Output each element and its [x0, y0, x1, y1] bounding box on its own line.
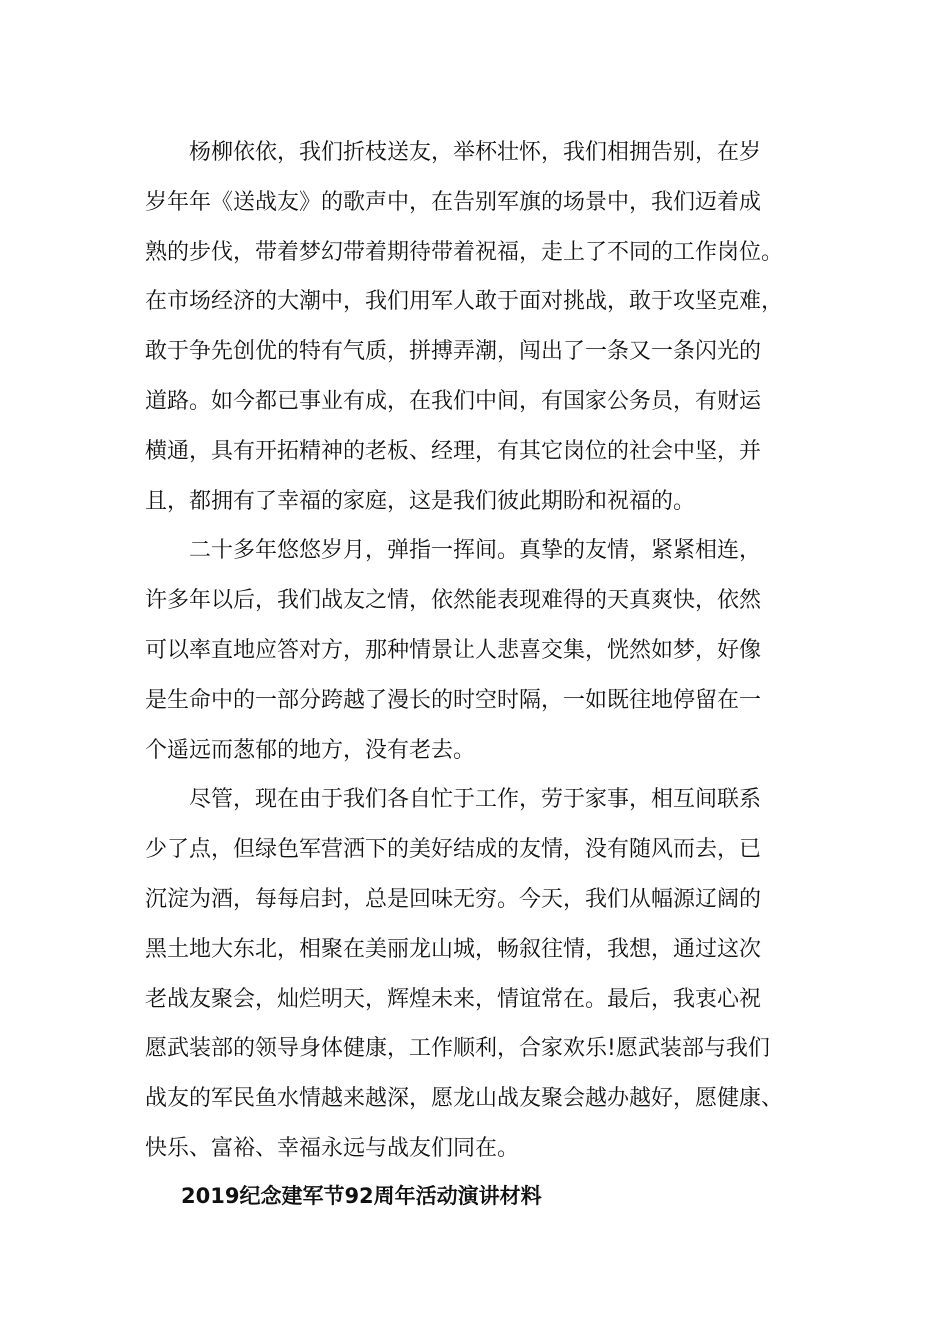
paragraph-line: 许多年以后，我们战友之情，依然能表现难得的天真爽快，依然 — [145, 588, 762, 614]
paragraph-line: 愿武装部的领导身体健康，工作顺利，合家欢乐!愿武装部与我们 — [145, 1036, 770, 1062]
paragraph-2 — [145, 526, 797, 775]
paragraph-line: 熟的步伐，带着梦幻带着期待带着祝福，走上了不同的工作岗位。 — [145, 239, 784, 265]
paragraph-line: 道路。如今都已事业有成，在我们中间，有国家公务员，有财运 — [145, 388, 762, 414]
paragraph-line: 尽管，现在由于我们各自忙于工作，劳于家事，相互间联系 — [189, 787, 762, 813]
paragraph-1 — [145, 128, 797, 526]
paragraph-line: 快乐、富裕、幸福永远与战友们同在。 — [145, 1135, 520, 1161]
paragraph-line: 黑土地大东北，相聚在美丽龙山城，畅叙往情，我想，通过这次 — [145, 936, 762, 962]
section-heading: 2019纪念建军节92周年活动演讲材料 — [181, 1184, 542, 1208]
paragraph-line: 老战友聚会，灿烂明天，辉煌未来，情谊常在。最后，我衷心祝 — [145, 986, 762, 1012]
paragraph-line: 是生命中的一部分跨越了漫长的时空时隔，一如既往地停留在一 — [145, 687, 762, 713]
paragraph-line: 杨柳依依，我们折枝送友，举杯壮怀，我们相拥告别，在岁 — [189, 140, 762, 165]
paragraph-line: 少了点，但绿色军营洒下的美好结成的友情，没有随风而去，已 — [145, 837, 762, 863]
paragraph-line: 横通，具有开拓精神的老板、经理，有其它岗位的社会中坚，并 — [145, 438, 762, 464]
paragraph-line: 个遥远而葱郁的地方，没有老去。 — [145, 737, 476, 763]
document-body — [145, 128, 797, 1174]
paragraph-3 — [145, 775, 797, 1173]
paragraph-line: 沉淀为酒，每每启封，总是回味无穷。今天，我们从幅源辽阔的 — [145, 886, 762, 912]
paragraph-line: 在市场经济的大潮中，我们用军人敢于面对挑战，敢于攻坚克难， — [145, 289, 784, 315]
paragraph-line: 敢于争先创优的特有气质，拼搏弄潮，闯出了一条又一条闪光的 — [145, 339, 762, 365]
paragraph-line: 二十多年悠悠岁月，弹指一挥间。真挚的友情，紧紧相连， — [189, 538, 762, 564]
paragraph-line: 岁年年《送战友》的歌声中，在告别军旗的场景中，我们迈着成 — [145, 189, 762, 215]
paragraph-line: 可以率直地应答对方，那种情景让人悲喜交集，恍然如梦，好像 — [145, 637, 762, 663]
paragraph-line: 且，都拥有了幸福的家庭，这是我们彼此期盼和祝福的。 — [145, 488, 696, 514]
paragraph-line: 战友的军民鱼水情越来越深，愿龙山战友聚会越办越好，愿健康、 — [145, 1086, 784, 1112]
